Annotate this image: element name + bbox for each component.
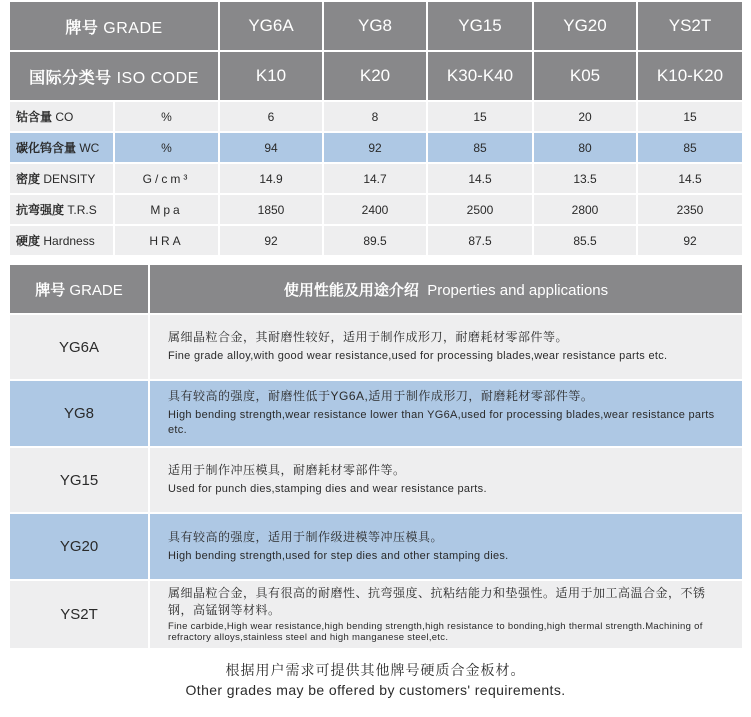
application-description [149,580,743,649]
properties-header-cn: 使用性能及用途介绍 [283,281,419,299]
unit-cell: Mpa [114,194,219,225]
grade-label-en: GRADE [103,19,163,37]
value-cell: 14.5 [427,163,533,194]
value-cell: 92 [323,132,427,163]
spec-row-trs [9,194,743,225]
value-cell: 14.5 [637,163,743,194]
application-row [9,314,743,380]
footer-note-en: Other grades may be offered by customers' requirements. [185,682,566,698]
application-row [9,447,743,513]
properties-header-en: Properties and applications [427,281,609,299]
spec-row-density [9,163,743,194]
grade-cell: YG20 [533,1,637,51]
value-cell: 2350 [637,194,743,225]
iso-label-en: ISO CODE [116,69,199,87]
iso-header-label [9,51,219,101]
footer-note-cn: 根据用户需求可提供其他牌号硬质合金板材。 [225,662,526,678]
value-cell: 15 [637,101,743,132]
row-label-en: Hardness [43,234,95,248]
unit-cell: G/cm³ [114,163,219,194]
description-cn: 属细晶粒合金，其耐磨性较好，适用于制作成形刀，耐磨耗材零部件等。 [168,330,569,345]
value-cell: 14.9 [219,163,323,194]
grade-cell: YG6A [219,1,323,51]
grade-header-en: GRADE [69,281,123,299]
description-cn: 属细晶粒合金，具有很高的耐磨性、抗弯强度、抗粘结能力和垫强性。适用于加工高温合金，不锈钢，高锰钢等材料。 [168,586,706,617]
row-label-en: WC [79,141,100,155]
grade-cell: YS2T [637,1,743,51]
description-en: Used for punch dies,stamping dies and wear resistance parts. [168,483,487,496]
application-description [149,447,743,513]
row-label [9,194,114,225]
iso-code-cell: K10 [219,51,323,101]
value-cell: 8 [323,101,427,132]
description-en: Fine carbide,High wear resistance,high bending strength,high resistance to bonding,high thermal strength.Machining of refractory alloys,stainless steel and high manganese steel,etc. [168,620,703,644]
value-cell: 2400 [323,194,427,225]
value-cell: 85.5 [533,225,637,256]
value-cell: 94 [219,132,323,163]
value-cell: 6 [219,101,323,132]
row-label-cn: 抗弯强度 [16,203,65,217]
unit-cell: HRA [114,225,219,256]
value-cell: 1850 [219,194,323,225]
application-row [9,580,743,649]
application-row [9,513,743,580]
application-description [149,513,743,580]
grade-cell: YG8 [323,1,427,51]
value-cell: 20 [533,101,637,132]
row-label-en: T.R.S [67,203,97,217]
description-cn: 具有较高的强度，适用于制作级进模等冲压模具。 [168,529,444,544]
row-label-cn: 硬度 [16,234,41,248]
value-cell: 85 [427,132,533,163]
row-label [9,132,114,163]
value-cell: 92 [637,225,743,256]
description-cn: 具有较高的强度，耐磨性低于YG6A,适用于制作成形刀，耐磨耗材零部件等。 [168,389,594,404]
value-cell: 85 [637,132,743,163]
application-description [149,314,743,380]
row-label-cn: 钴含量 [16,110,53,124]
iso-code-cell: K30-K40 [427,51,533,101]
grade-name: YS2T [9,580,149,649]
value-cell: 14.7 [323,163,427,194]
iso-label-cn: 国际分类号 [29,69,112,87]
value-cell: 87.5 [427,225,533,256]
description-en: High bending strength,used for step dies and other stamping dies. [168,549,509,562]
applications-table [8,263,744,650]
row-label [9,101,114,132]
row-label-en: CO [55,110,74,124]
grade-name: YG15 [9,447,149,513]
spec-row-hardness [9,225,743,256]
grade-name: YG6A [9,314,149,380]
spec-row-cobalt [9,101,743,132]
value-cell: 2500 [427,194,533,225]
row-label-cn: 密度 [16,172,41,186]
grade-header [9,264,149,314]
description-en: Fine grade alloy,with good wear resistance,used for processing blades,wear resistance parts etc. [168,350,668,363]
applications-header-row [9,264,743,314]
row-label-en: DENSITY [43,172,96,186]
grade-header-row [9,1,743,51]
value-cell: 89.5 [323,225,427,256]
row-label [9,225,114,256]
value-cell: 15 [427,101,533,132]
unit-cell: % [114,132,219,163]
application-row [9,380,743,447]
row-label-cn: 碳化钨含量 [16,141,77,155]
value-cell: 92 [219,225,323,256]
unit-cell: % [114,101,219,132]
row-label [9,163,114,194]
application-description [149,380,743,447]
iso-header-row [9,51,743,101]
footer-note [0,660,751,700]
value-cell: 80 [533,132,637,163]
properties-header [149,264,743,314]
spec-table [8,0,744,257]
description-cn: 适用于制作冲压模具，耐磨耗材零部件等。 [168,463,406,478]
value-cell: 13.5 [533,163,637,194]
iso-code-cell: K20 [323,51,427,101]
value-cell: 2800 [533,194,637,225]
grade-cell: YG15 [427,1,533,51]
grade-header-label [9,1,219,51]
description-en: High bending strength,wear resistance lower than YG6A,used for processing blades,wear resistance parts etc. [168,409,715,437]
grade-header-cn: 牌号 [35,281,66,299]
spec-row-wc [9,132,743,163]
grade-label-cn: 牌号 [65,19,99,37]
grade-name: YG8 [9,380,149,447]
iso-code-cell: K05 [533,51,637,101]
grade-name: YG20 [9,513,149,580]
iso-code-cell: K10-K20 [637,51,743,101]
